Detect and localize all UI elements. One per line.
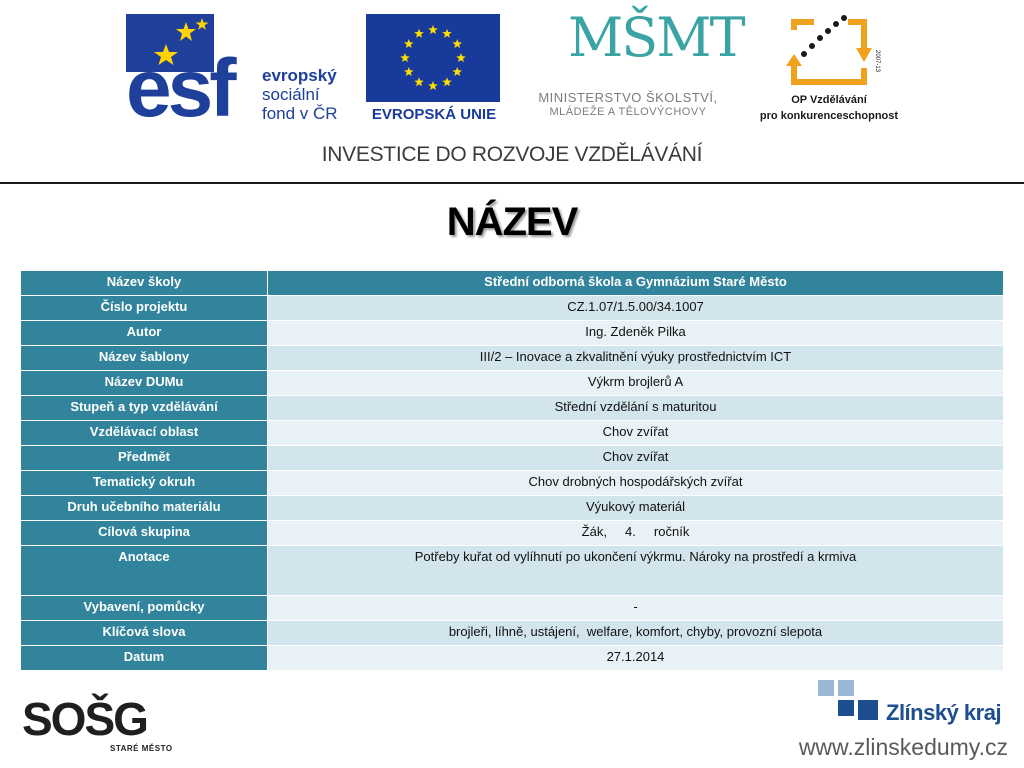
esf-line1: evropský xyxy=(262,66,337,85)
table-row xyxy=(21,596,1004,621)
table-row xyxy=(21,646,1004,671)
row-value: CZ.1.07/1.5.00/34.1007 xyxy=(268,296,1004,321)
esf-line3: fond v ČR xyxy=(262,104,338,123)
row-label: Číslo projektu xyxy=(21,296,268,321)
eu-star-icon xyxy=(428,81,438,90)
table-row xyxy=(21,371,1004,396)
row-value: Potřeby kuřat od vylíhnutí po ukončení výkrmu. Nároky na prostředí a krmiva xyxy=(268,546,1004,596)
zk-square-icon xyxy=(838,680,854,696)
row-value: Chov zvířat xyxy=(268,421,1004,446)
table-row xyxy=(21,346,1004,371)
table-row xyxy=(21,296,1004,321)
row-label: Cílová skupina xyxy=(21,521,268,546)
msmt-logo xyxy=(512,6,744,128)
op-vzdelavani-logo xyxy=(754,12,904,126)
op-years: 2007-13 xyxy=(874,50,880,73)
row-value: Výkrm brojlerů A xyxy=(268,371,1004,396)
table-row xyxy=(21,321,1004,346)
esf-logo xyxy=(126,14,358,134)
row-label: Tematický okruh xyxy=(21,471,268,496)
row-value: Střední odborná škola a Gymnázium Staré Město xyxy=(268,271,1004,296)
row-label: Stupeň a typ vzdělávání xyxy=(21,396,268,421)
sosg-word: SOŠG xyxy=(22,693,147,745)
table-row xyxy=(21,521,1004,546)
zk-square-icon xyxy=(858,700,878,720)
investice-banner: INVESTICE DO ROZVOJE VZDĚLÁVÁNÍ xyxy=(321,143,703,166)
esf-line2: sociální xyxy=(262,85,320,104)
msmt-mark: MŠMT xyxy=(568,6,744,69)
table-row xyxy=(21,546,1004,596)
sosg-logo xyxy=(22,694,182,760)
eu-star-icon xyxy=(452,39,462,48)
row-value: Střední vzdělání s maturitou xyxy=(268,396,1004,421)
eu-flag-icon xyxy=(366,14,500,102)
eu-star-icon xyxy=(456,53,466,62)
row-value: Výukový materiál xyxy=(268,496,1004,521)
zk-name: Zlínský kraj xyxy=(886,700,1002,725)
msmt-line1: MINISTERSTVO ŠKOLSTVÍ, xyxy=(538,90,718,105)
row-value: III/2 – Inovace a zkvalitnění výuky prostřednictvím ICT xyxy=(268,346,1004,371)
op-arrow-icon xyxy=(754,12,904,92)
eu-caption: EVROPSKÁ UNIE xyxy=(371,106,497,123)
sosg-sub: STARÉ MĚSTO xyxy=(110,744,173,753)
eu-star-icon xyxy=(400,53,410,62)
eu-star-icon xyxy=(404,39,414,48)
row-label: Datum xyxy=(21,646,268,671)
op-line2: pro konkurenceschopnost xyxy=(759,110,899,122)
row-value: brojleři, líhně, ustájení, welfare, komfort, chyby, provozní slepota xyxy=(268,621,1004,646)
table-row xyxy=(21,271,1004,296)
row-label: Druh učebního materiálu xyxy=(21,496,268,521)
table-row xyxy=(21,471,1004,496)
row-value: Chov drobných hospodářských zvířat xyxy=(268,471,1004,496)
esf-letters: esf xyxy=(126,43,233,134)
row-value: Ing. Zdeněk Pilka xyxy=(268,321,1004,346)
zk-square-icon xyxy=(818,680,834,696)
row-label: Anotace xyxy=(21,546,268,596)
row-value: - xyxy=(268,596,1004,621)
row-label: Autor xyxy=(21,321,268,346)
row-label: Název DUMu xyxy=(21,371,268,396)
eu-star-icon xyxy=(442,77,452,86)
info-table xyxy=(20,270,1004,671)
row-label: Vzdělávací oblast xyxy=(21,421,268,446)
row-label: Předmět xyxy=(21,446,268,471)
msmt-line2: MLÁDEŽE A TĚLOVÝCHOVY xyxy=(549,106,707,118)
row-label: Název šablony xyxy=(21,346,268,371)
eu-star-icon xyxy=(452,67,462,76)
zk-square-icon xyxy=(838,700,854,716)
row-label: Klíčová slova xyxy=(21,621,268,646)
table-row xyxy=(21,621,1004,646)
esf-text xyxy=(262,66,338,123)
row-value: 27.1.2014 xyxy=(268,646,1004,671)
eu-logo xyxy=(366,14,502,126)
table-row xyxy=(21,421,1004,446)
eu-star-icon xyxy=(414,77,424,86)
header-divider xyxy=(0,182,1024,184)
table-row xyxy=(21,496,1004,521)
eu-star-icon xyxy=(442,29,452,38)
zlinsky-kraj-logo xyxy=(818,680,1008,730)
page-title: NÁZEV xyxy=(446,200,578,244)
eu-star-icon xyxy=(414,29,424,38)
zk-url-link[interactable]: www.zlinskedumy.cz xyxy=(798,734,1008,760)
eu-star-icon xyxy=(428,25,438,34)
row-label: Vybavení, pomůcky xyxy=(21,596,268,621)
row-value: Žák, 4. ročník xyxy=(268,521,1004,546)
eu-star-icon xyxy=(404,67,414,76)
op-line1: OP Vzdělávání xyxy=(791,94,867,106)
table-row xyxy=(21,446,1004,471)
table-row xyxy=(21,396,1004,421)
row-label: Název školy xyxy=(21,271,268,296)
row-value: Chov zvířat xyxy=(268,446,1004,471)
